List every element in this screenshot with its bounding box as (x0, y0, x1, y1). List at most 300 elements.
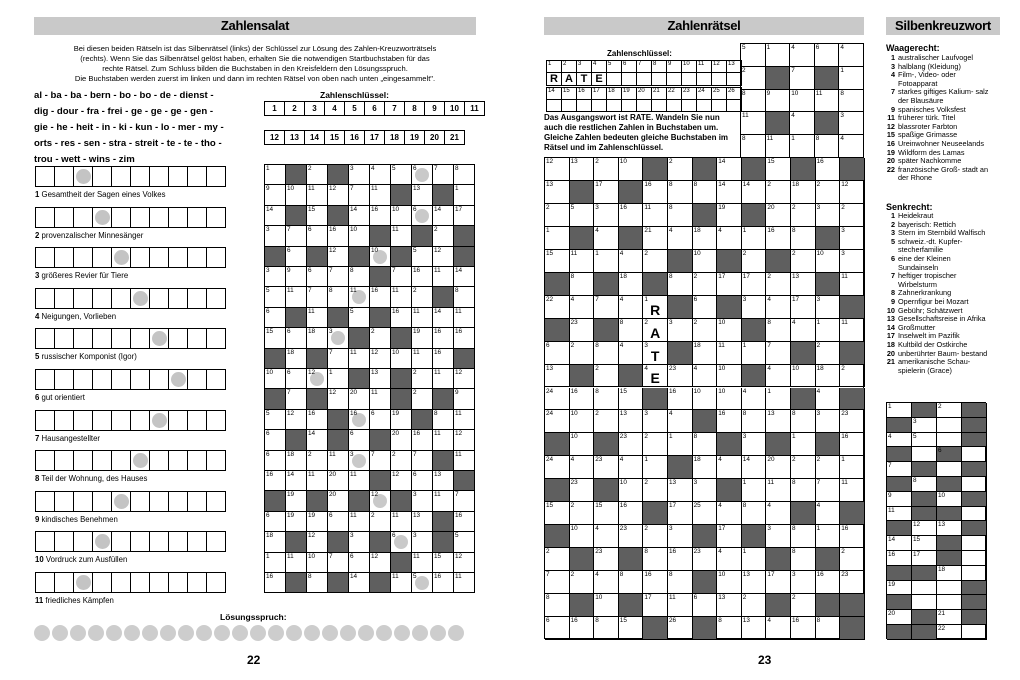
grid-cell[interactable] (717, 181, 742, 204)
grid-cell[interactable] (391, 165, 412, 185)
grid-cell[interactable] (668, 502, 693, 525)
letter-box[interactable] (35, 531, 55, 552)
grid-cell[interactable] (570, 410, 595, 433)
grid-cell[interactable] (349, 308, 370, 328)
grid-cell[interactable] (816, 365, 841, 388)
key-number-cell[interactable]: 8 (405, 102, 425, 116)
grid-cell[interactable] (619, 388, 644, 411)
grid-cell[interactable] (791, 433, 816, 456)
letter-box[interactable] (149, 207, 169, 228)
letter-box[interactable] (73, 410, 93, 431)
letter-box[interactable] (92, 491, 112, 512)
grid-cell[interactable] (433, 573, 454, 593)
grid-cell[interactable] (840, 571, 865, 594)
grid-cell[interactable] (791, 250, 816, 273)
grid-cell[interactable] (912, 433, 937, 448)
grid-cell[interactable] (619, 158, 644, 181)
grid-cell[interactable] (328, 226, 349, 246)
grid-cell[interactable] (594, 548, 619, 571)
grid-cell[interactable] (937, 581, 962, 596)
grid-cell[interactable] (791, 456, 816, 479)
grid-cell[interactable] (349, 430, 370, 450)
grid-cell[interactable] (815, 135, 840, 158)
key-letter-cell[interactable] (652, 100, 667, 112)
grid-cell[interactable] (433, 247, 454, 267)
grid-cell[interactable] (643, 594, 668, 617)
grid-cell[interactable] (791, 365, 816, 388)
grid-cell[interactable] (370, 185, 391, 205)
key-letter-cell[interactable] (577, 100, 592, 112)
key-letter-cell[interactable] (637, 100, 652, 112)
grid-cell[interactable] (454, 553, 475, 573)
grid-cell[interactable] (887, 610, 912, 625)
letter-box[interactable] (54, 166, 74, 187)
grid-cell[interactable] (391, 532, 412, 552)
grid-cell[interactable] (307, 206, 328, 226)
letter-box[interactable] (168, 450, 188, 471)
grid-cell[interactable] (349, 226, 370, 246)
solution-circle[interactable] (376, 625, 392, 641)
grid-cell[interactable] (349, 165, 370, 185)
grid-cell[interactable] (391, 471, 412, 491)
grid-cell[interactable] (391, 206, 412, 226)
grid-cell[interactable] (766, 44, 791, 67)
grid-cell[interactable] (619, 433, 644, 456)
grid-cell[interactable] (265, 369, 286, 389)
grid-cell[interactable] (412, 267, 433, 287)
grid-cell[interactable] (570, 158, 595, 181)
key-letter-cell[interactable] (547, 100, 562, 112)
grid-cell[interactable] (594, 227, 619, 250)
grid-cell[interactable] (328, 247, 349, 267)
grid-cell[interactable] (766, 158, 791, 181)
grid-cell[interactable] (433, 165, 454, 185)
grid-cell[interactable] (668, 181, 693, 204)
grid-cell[interactable] (594, 502, 619, 525)
grid-cell[interactable] (328, 451, 349, 471)
grid-cell[interactable] (840, 250, 865, 273)
grid-cell[interactable] (742, 296, 767, 319)
grid-cell[interactable] (412, 165, 433, 185)
letter-box[interactable] (92, 288, 112, 309)
grid-cell[interactable] (766, 410, 791, 433)
key-number-cell[interactable]: 4 (325, 102, 345, 116)
key-number-cell[interactable]: 12 (265, 131, 285, 145)
grid-cell[interactable] (454, 185, 475, 205)
grid-cell[interactable] (766, 365, 791, 388)
grid-cell[interactable] (328, 328, 349, 348)
grid-cell[interactable] (840, 227, 865, 250)
grid-cell[interactable] (594, 250, 619, 273)
grid-cell[interactable] (286, 451, 307, 471)
letter-box[interactable] (130, 288, 150, 309)
grid-cell[interactable] (717, 342, 742, 365)
grid-cell[interactable] (937, 610, 962, 625)
grid-cell[interactable] (570, 388, 595, 411)
grid-cell[interactable] (412, 512, 433, 532)
letter-box[interactable] (73, 491, 93, 512)
grid-cell[interactable] (912, 418, 937, 433)
grid-cell[interactable] (307, 267, 328, 287)
grid-cell[interactable] (328, 287, 349, 307)
letter-box[interactable] (206, 166, 226, 187)
grid-cell[interactable] (391, 410, 412, 430)
solution-circle[interactable] (322, 625, 338, 641)
grid-cell[interactable] (594, 456, 619, 479)
grid-cell[interactable] (307, 451, 328, 471)
letter-box[interactable] (111, 450, 131, 471)
grid-cell[interactable] (840, 273, 865, 296)
grid-cell[interactable] (937, 625, 962, 640)
grid-cell[interactable] (412, 287, 433, 307)
grid-cell[interactable] (937, 492, 962, 507)
grid-cell[interactable] (545, 388, 570, 411)
grid-cell[interactable] (816, 319, 841, 342)
grid-cell[interactable] (433, 226, 454, 246)
grid-cell[interactable] (668, 571, 693, 594)
key-letter-cell[interactable]: R (547, 73, 562, 86)
grid-cell[interactable] (349, 206, 370, 226)
grid-cell[interactable] (766, 388, 791, 411)
grid-cell[interactable] (433, 471, 454, 491)
grid-cell[interactable] (286, 512, 307, 532)
grid-cell[interactable] (391, 287, 412, 307)
grid-cell[interactable] (717, 594, 742, 617)
letter-box[interactable] (206, 410, 226, 431)
grid-cell[interactable] (791, 181, 816, 204)
grid-cell[interactable] (454, 573, 475, 593)
grid-cell[interactable] (412, 185, 433, 205)
grid-cell[interactable] (693, 250, 718, 273)
grid-cell[interactable] (840, 319, 865, 342)
grid-cell[interactable] (816, 204, 841, 227)
grid-cell[interactable] (693, 502, 718, 525)
key-letter-cell[interactable] (637, 73, 652, 86)
grid-cell[interactable] (265, 308, 286, 328)
grid-cell[interactable] (594, 525, 619, 548)
solution-circle[interactable] (394, 625, 410, 641)
grid-cell[interactable] (454, 267, 475, 287)
letter-box[interactable] (54, 410, 74, 431)
grid-cell[interactable] (839, 90, 864, 113)
grid-cell[interactable] (643, 250, 668, 273)
letter-box[interactable] (73, 572, 93, 593)
grid-cell[interactable] (265, 451, 286, 471)
grid-cell[interactable] (391, 573, 412, 593)
key-number-cell[interactable]: 21 (445, 131, 465, 145)
letter-box[interactable] (111, 166, 131, 187)
key-letter-cell[interactable] (667, 73, 682, 86)
grid-cell[interactable] (370, 206, 391, 226)
grid-cell[interactable] (816, 388, 841, 411)
grid-cell[interactable] (717, 227, 742, 250)
grid-cell[interactable] (545, 456, 570, 479)
grid-cell[interactable] (545, 204, 570, 227)
grid-cell[interactable] (391, 349, 412, 369)
key-number-cell[interactable]: 3 (305, 102, 325, 116)
grid-cell[interactable] (594, 571, 619, 594)
grid-cell[interactable] (594, 296, 619, 319)
letter-box[interactable] (130, 247, 150, 268)
grid-cell[interactable] (742, 227, 767, 250)
grid-cell[interactable] (307, 369, 328, 389)
grid-cell[interactable] (668, 227, 693, 250)
solution-circle[interactable] (124, 625, 140, 641)
grid-cell[interactable] (887, 581, 912, 596)
grid-cell[interactable] (265, 185, 286, 205)
letter-box[interactable] (149, 450, 169, 471)
letter-box[interactable] (54, 491, 74, 512)
key-number-cell[interactable]: 2 (285, 102, 305, 116)
grid-cell[interactable] (307, 430, 328, 450)
grid-cell[interactable] (840, 548, 865, 571)
grid-cell[interactable] (815, 90, 840, 113)
letter-box[interactable] (168, 207, 188, 228)
grid-cell[interactable] (937, 595, 962, 610)
key-letter-cell[interactable]: T (577, 73, 592, 86)
grid-cell[interactable] (742, 250, 767, 273)
grid-cell[interactable] (962, 536, 987, 551)
grid-cell[interactable] (643, 433, 668, 456)
letter-box[interactable] (54, 288, 74, 309)
letter-box[interactable] (111, 328, 131, 349)
grid-cell[interactable] (594, 617, 619, 640)
grid-cell[interactable] (791, 204, 816, 227)
grid-cell[interactable] (328, 349, 349, 369)
letter-box[interactable] (187, 531, 207, 552)
grid-cell[interactable] (791, 571, 816, 594)
grid-cell[interactable] (742, 571, 767, 594)
letter-box[interactable] (187, 166, 207, 187)
grid-cell[interactable] (741, 90, 766, 113)
solution-circle[interactable] (448, 625, 464, 641)
letter-box[interactable] (149, 410, 169, 431)
grid-cell[interactable] (840, 456, 865, 479)
grid-cell[interactable] (286, 287, 307, 307)
grid-cell[interactable] (545, 410, 570, 433)
grid-cell[interactable] (370, 369, 391, 389)
grid-cell[interactable] (791, 410, 816, 433)
grid-cell[interactable] (307, 287, 328, 307)
grid-cell[interactable] (545, 296, 570, 319)
grid-cell[interactable] (349, 287, 370, 307)
key-letter-cell[interactable] (622, 100, 637, 112)
grid-cell[interactable] (741, 135, 766, 158)
letter-box[interactable] (187, 288, 207, 309)
grid-cell[interactable] (741, 112, 766, 135)
letter-box[interactable] (54, 450, 74, 471)
grid-cell[interactable] (433, 430, 454, 450)
grid-cell[interactable] (286, 328, 307, 348)
grid-cell[interactable] (766, 273, 791, 296)
letter-box[interactable] (73, 207, 93, 228)
grid-cell[interactable] (307, 553, 328, 573)
grid-cell[interactable] (962, 477, 987, 492)
grid-cell[interactable] (349, 185, 370, 205)
grid-cell[interactable] (937, 433, 962, 448)
grid-cell[interactable] (643, 296, 668, 319)
grid-cell[interactable] (454, 451, 475, 471)
grid-cell[interactable] (962, 566, 987, 581)
grid-cell[interactable] (742, 594, 767, 617)
grid-cell[interactable] (454, 308, 475, 328)
grid-cell[interactable] (962, 625, 987, 640)
grid-cell[interactable] (433, 206, 454, 226)
grid-cell[interactable] (693, 296, 718, 319)
grid-cell[interactable] (912, 581, 937, 596)
grid-cell[interactable] (816, 617, 841, 640)
grid-cell[interactable] (816, 525, 841, 548)
grid-cell[interactable] (454, 369, 475, 389)
key-letter-cell[interactable] (607, 73, 622, 86)
grid-cell[interactable] (328, 512, 349, 532)
letter-box[interactable] (187, 491, 207, 512)
grid-cell[interactable] (391, 267, 412, 287)
grid-cell[interactable] (766, 571, 791, 594)
letter-box[interactable] (168, 572, 188, 593)
solution-circle[interactable] (70, 625, 86, 641)
grid-cell[interactable] (912, 595, 937, 610)
grid-cell[interactable] (742, 617, 767, 640)
letter-box[interactable] (111, 410, 131, 431)
letter-box[interactable] (187, 247, 207, 268)
grid-cell[interactable] (328, 369, 349, 389)
grid-cell[interactable] (766, 227, 791, 250)
grid-cell[interactable] (412, 532, 433, 552)
letter-box[interactable] (130, 410, 150, 431)
letter-box[interactable] (206, 450, 226, 471)
grid-cell[interactable] (619, 617, 644, 640)
grid-cell[interactable] (349, 471, 370, 491)
grid-cell[interactable] (545, 250, 570, 273)
grid-cell[interactable] (545, 227, 570, 250)
grid-cell[interactable] (668, 433, 693, 456)
grid-cell[interactable] (742, 181, 767, 204)
grid-cell[interactable] (412, 308, 433, 328)
grid-cell[interactable] (433, 267, 454, 287)
grid-cell[interactable] (570, 571, 595, 594)
solution-circle[interactable] (430, 625, 446, 641)
grid-cell[interactable] (370, 349, 391, 369)
key-number-cell[interactable]: 17 (365, 131, 385, 145)
grid-cell[interactable] (840, 433, 865, 456)
grid-cell[interactable] (741, 44, 766, 67)
grid-cell[interactable] (693, 342, 718, 365)
grid-cell[interactable] (286, 247, 307, 267)
grid-cell[interactable] (412, 451, 433, 471)
grid-cell[interactable] (619, 204, 644, 227)
solution-circle[interactable] (160, 625, 176, 641)
grid-cell[interactable] (454, 328, 475, 348)
grid-cell[interactable] (349, 532, 370, 552)
grid-cell[interactable] (545, 548, 570, 571)
solution-circle[interactable] (358, 625, 374, 641)
letter-box[interactable] (54, 531, 74, 552)
letter-box[interactable] (206, 531, 226, 552)
key-letter-cell[interactable] (712, 100, 727, 112)
grid-cell[interactable] (349, 573, 370, 593)
solution-circle[interactable] (214, 625, 230, 641)
letter-box[interactable] (92, 531, 112, 552)
letter-box[interactable] (187, 369, 207, 390)
grid-cell[interactable] (391, 226, 412, 246)
grid-cell[interactable] (349, 451, 370, 471)
grid-cell[interactable] (816, 342, 841, 365)
grid-cell[interactable] (887, 403, 912, 418)
letter-box[interactable] (168, 247, 188, 268)
grid-cell[interactable] (454, 287, 475, 307)
key-number-cell[interactable]: 5 (345, 102, 365, 116)
grid-cell[interactable] (693, 181, 718, 204)
grid-cell[interactable] (545, 181, 570, 204)
letter-box[interactable] (206, 572, 226, 593)
key-number-cell[interactable]: 16 (345, 131, 365, 145)
solution-circle[interactable] (268, 625, 284, 641)
letter-box[interactable] (149, 531, 169, 552)
grid-cell[interactable] (370, 410, 391, 430)
grid-cell[interactable] (265, 206, 286, 226)
grid-cell[interactable] (766, 90, 791, 113)
grid-cell[interactable] (717, 571, 742, 594)
grid-cell[interactable] (412, 553, 433, 573)
key-letter-cell[interactable]: E (592, 73, 607, 86)
grid-cell[interactable] (643, 410, 668, 433)
grid-cell[interactable] (791, 479, 816, 502)
grid-cell[interactable] (791, 525, 816, 548)
grid-cell[interactable] (286, 185, 307, 205)
grid-cell[interactable] (816, 456, 841, 479)
grid-cell[interactable] (766, 296, 791, 319)
letter-box[interactable] (149, 328, 169, 349)
grid-cell[interactable] (742, 479, 767, 502)
letter-box[interactable] (149, 166, 169, 187)
grid-cell[interactable] (668, 594, 693, 617)
letter-box[interactable] (149, 572, 169, 593)
key-number-cell[interactable]: 13 (285, 131, 305, 145)
grid-cell[interactable] (265, 553, 286, 573)
letter-box[interactable] (73, 288, 93, 309)
solution-circle[interactable] (340, 625, 356, 641)
grid-cell[interactable] (594, 594, 619, 617)
letter-box[interactable] (206, 207, 226, 228)
key-letter-cell[interactable] (697, 100, 712, 112)
grid-cell[interactable] (790, 44, 815, 67)
grid-cell[interactable] (766, 525, 791, 548)
grid-cell[interactable] (454, 165, 475, 185)
grid-cell[interactable] (887, 536, 912, 551)
letter-box[interactable] (92, 166, 112, 187)
solution-circle[interactable] (34, 625, 50, 641)
letter-box[interactable] (168, 288, 188, 309)
key-number-cell[interactable]: 7 (385, 102, 405, 116)
letter-box[interactable] (206, 328, 226, 349)
grid-cell[interactable] (391, 512, 412, 532)
grid-cell[interactable] (594, 181, 619, 204)
grid-cell[interactable] (668, 319, 693, 342)
grid-cell[interactable] (717, 525, 742, 548)
letter-box[interactable] (111, 369, 131, 390)
grid-cell[interactable] (570, 479, 595, 502)
letter-box[interactable] (206, 369, 226, 390)
letter-box[interactable] (206, 491, 226, 512)
grid-cell[interactable] (454, 532, 475, 552)
grid-cell[interactable] (643, 342, 668, 365)
letter-box[interactable] (92, 247, 112, 268)
grid-cell[interactable] (643, 181, 668, 204)
grid-cell[interactable] (887, 551, 912, 566)
letter-box[interactable] (111, 572, 131, 593)
grid-cell[interactable] (286, 226, 307, 246)
